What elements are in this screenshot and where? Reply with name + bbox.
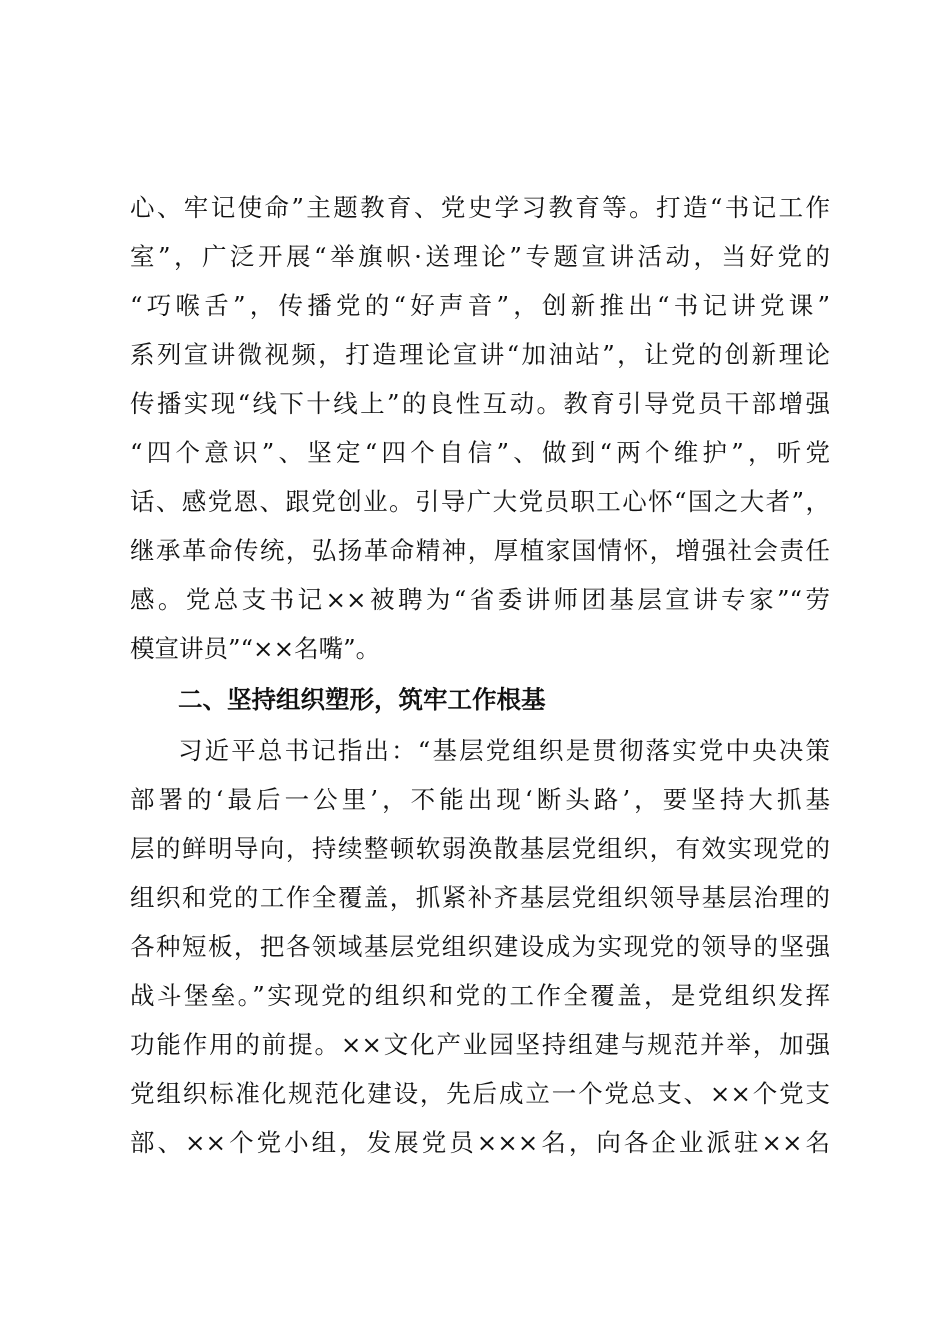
paragraph1-line-1: 心、牢记使命”主题教育、党史学习教育等。打造“书记工作 xyxy=(130,193,830,222)
paragraph1-line-8: 继承革命传统，弘扬革命精神，厚植家国情怀，增强社会责任 xyxy=(130,536,830,565)
paragraph2-line-2: 部署的‘最后一公里’，不能出现‘断头路’，要坚持大抓基 xyxy=(130,785,830,814)
paragraph2-line-1: 习近平总书记指出：“基层党组织是贯彻落实党中央决策 xyxy=(178,736,830,765)
paragraph1-line-2: 室”，广泛开展“举旗帜·送理论”专题宣讲活动，当好党的 xyxy=(130,242,830,271)
paragraph1-line-9: 感。党总支书记××被聘为“省委讲师团基层宣讲专家”“劳 xyxy=(130,585,830,614)
paragraph2-line-9: 部、××个党小组，发展党员×××名，向各企业派驻××名 xyxy=(130,1128,830,1157)
paragraph2-line-3: 层的鲜明导向，持续整顿软弱涣散基层党组织，有效实现党的 xyxy=(130,834,830,863)
paragraph1-line-10: 模宣讲员”“××名嘴”。 xyxy=(130,634,381,663)
paragraph1-line-6: “四个意识”、坚定“四个自信”、做到“两个维护”，听党 xyxy=(130,438,830,467)
paragraph2-line-7: 功能作用的前提。××文化产业园坚持组建与规范并举，加强 xyxy=(130,1030,830,1059)
paragraph2-line-4: 组织和党的工作全覆盖，抓紧补齐基层党组织领导基层治理的 xyxy=(130,883,830,912)
paragraph2-line-6: 战斗堡垒。”实现党的组织和党的工作全覆盖，是党组织发挥 xyxy=(130,981,830,1010)
paragraph1-line-7: 话、感党恩、跟党创业。引导广大党员职工心怀“国之大者”， xyxy=(130,487,830,516)
paragraph1-line-3: “巧喉舌”，传播党的“好声音”，创新推出“书记讲党课” xyxy=(130,291,830,320)
paragraph1-line-4: 系列宣讲微视频，打造理论宣讲“加油站”，让党的创新理论 xyxy=(130,340,830,369)
paragraph2-line-8: 党组织标准化规范化建设，先后成立一个党总支、××个党支 xyxy=(130,1079,830,1108)
paragraph2-line-5: 各种短板，把各领域基层党组织建设成为实现党的领导的坚强 xyxy=(130,932,830,961)
section-heading: 二、坚持组织塑形，筑牢工作根基 xyxy=(178,685,546,714)
paragraph1-line-5: 传播实现“线下十线上”的良性互动。教育引导党员干部增强 xyxy=(130,389,830,418)
